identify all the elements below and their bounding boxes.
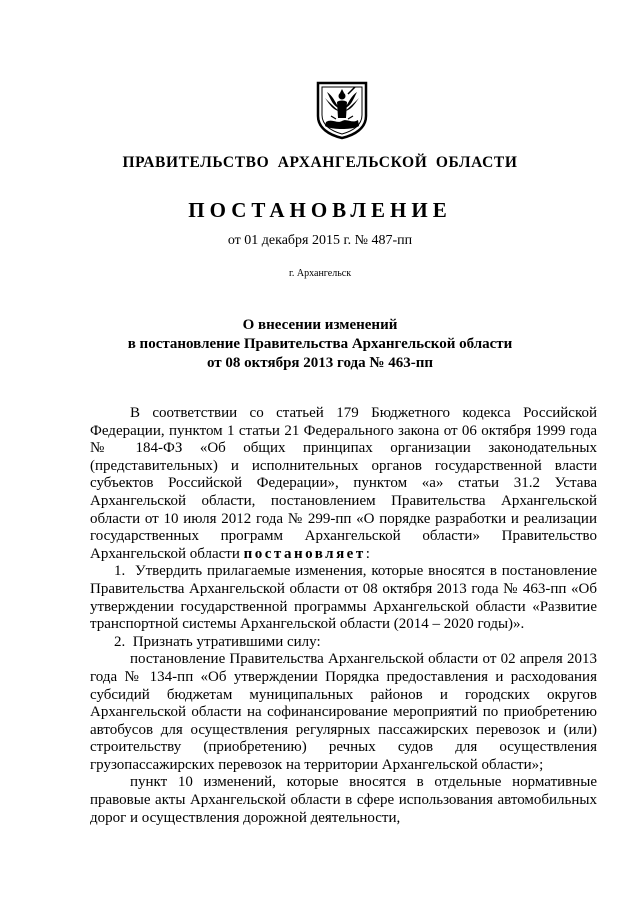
document-subject (0, 316, 640, 373)
decides-word: постановляет (243, 545, 366, 562)
government-name: ПРАВИТЕЛЬСТВО АРХАНГЕЛЬСКОЙ ОБЛАСТИ (122, 154, 518, 171)
subject-line-2: в постановление Правительства Архангельской области (127, 336, 513, 352)
document-city: г. Архангельск (288, 268, 352, 279)
preamble-paragraph (90, 405, 597, 563)
item-1-paragraph: 1. Утвердить прилагаемые изменения, которые вносятся в постановление Правительства Архангельской области от 08 октября 2013 года № 463-пп «Об утверждении государственной программы Архангельской области «Развитие транспортной системы Архангельской области (2014 – 2020 годы)». (90, 563, 597, 633)
preamble-text: В соответствии со статьей 179 Бюджетного кодекса Российской Федерации, пунктом 1 статьи 21 Федерального закона от 06 октября 1999 года № 184-ФЗ «Об общих принципах организации законодательных (представительных) и исполнительных органов государственной власти субъектов Российской Федерации», пунктом «а» статьи 31.2 Устава Архангельской области, постановлением Правительства Архангельской области от 10 июля 2012 года № 299-пп «О порядке разработки и реализации государственных программ Архангельской области» Правительство Архангельской области (90, 405, 597, 562)
subject-line-3: от 08 октября 2013 года № 463-пп (206, 355, 433, 371)
document-date-number: от 01 декабря 2015 г. № 487-пп (227, 233, 413, 248)
coat-of-arms-emblem (315, 80, 369, 140)
item-2a-paragraph: постановление Правительства Архангельской области от 02 апреля 2013 года № 134-пп «Об утверждении Порядка предоставления и расходования субсидий бюджетам муниципальных районов и городских округов Архангельской области на софинансирование мероприятий по приобретению автобусов для осуществления регулярных пассажирских перевозок и (или) строительству (приобретению) речных судов для осуществления грузопассажирских перевозок на территории Архангельской области»; (90, 651, 597, 773)
decides-colon: : (365, 545, 370, 562)
document-type: ПОСТАНОВЛЕНИЕ (188, 198, 452, 222)
item-2-paragraph: 2. Признать утратившими силу: (114, 633, 321, 650)
subject-line-1: О внесении изменений (242, 317, 398, 333)
item-2b-paragraph: пункт 10 изменений, которые вносятся в отдельные нормативные правовые акты Архангельской области в сфере использования автомобильных дорог и осуществления дорожной деятельности, (90, 774, 597, 826)
document-body (90, 405, 597, 827)
